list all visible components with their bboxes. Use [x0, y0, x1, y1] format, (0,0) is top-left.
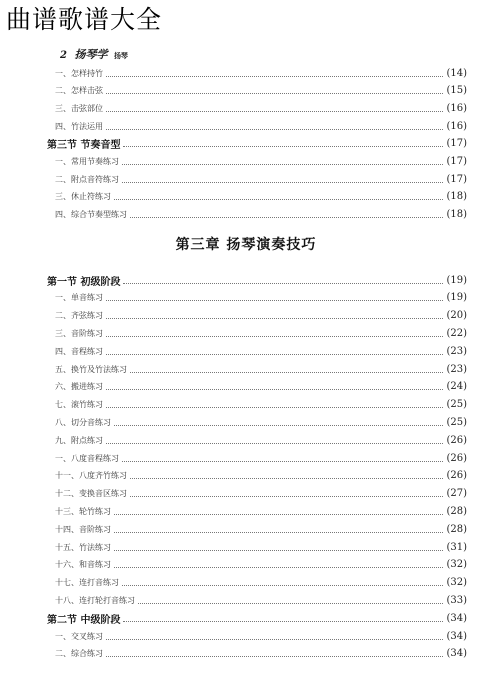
toc-leader-dots [114, 199, 443, 200]
toc-leader-dots [123, 621, 443, 622]
toc-page-number: (32) [446, 559, 467, 571]
toc-page-number: (14) [446, 67, 467, 79]
toc-page-number: (19) [446, 292, 467, 304]
chapter-heading: 第三章 扬琴演奏技巧 [175, 237, 317, 253]
toc-entry-title: 三、击弦部位 [55, 103, 103, 113]
toc-entry-title: 十六、和音练习 [55, 560, 111, 570]
toc-page-number: (27) [446, 488, 467, 500]
toc-section-row[interactable] [47, 611, 467, 625]
toc-leader-dots [106, 656, 443, 657]
toc-item-row[interactable] [55, 155, 467, 169]
toc-item-row[interactable] [55, 576, 467, 590]
toc-leader-dots [106, 407, 443, 408]
toc-entry-title: 二、综合练习 [55, 649, 103, 659]
toc-page-number: (25) [446, 399, 467, 411]
toc-item-row[interactable] [55, 647, 467, 661]
toc-leader-dots [122, 585, 443, 586]
toc-entry-title: 十一、八度齐竹练习 [55, 471, 127, 481]
toc-page-number: (22) [446, 327, 467, 339]
toc-entry-title: 四、竹法运用 [55, 121, 103, 131]
toc-entry-title: 三、音阶练习 [55, 328, 103, 338]
toc-page-number: (26) [446, 452, 467, 464]
toc-leader-dots [106, 639, 443, 640]
toc-entry-title: 五、换竹及竹法练习 [55, 364, 127, 374]
toc-entry-title: 第一节 初级阶段 [47, 276, 121, 288]
toc-leader-dots [122, 182, 443, 183]
toc-item-row[interactable] [55, 451, 467, 465]
page-number: 2 [60, 50, 67, 61]
toc-page-number: (25) [446, 416, 467, 428]
toc-leader-dots [106, 389, 443, 390]
toc-entry-title: 十七、连打音练习 [55, 578, 119, 588]
toc-item-row[interactable] [55, 415, 467, 429]
toc-item-row[interactable] [55, 291, 467, 305]
toc-item-row[interactable] [55, 593, 467, 607]
toc-page-number: (34) [446, 630, 467, 642]
toc-section-row[interactable] [47, 137, 467, 151]
site-title: 曲谱歌谱大全 [6, 5, 163, 34]
toc-leader-dots [106, 300, 443, 301]
toc-page-number: (15) [446, 85, 467, 97]
toc-page-number: (19) [446, 274, 467, 286]
toc-entry-title: 八、切分音练习 [55, 417, 111, 427]
toc-item-row[interactable] [55, 558, 467, 572]
toc-leader-dots [122, 461, 443, 462]
toc-item-row[interactable] [55, 309, 467, 323]
toc-entry-title: 一、八度音程练习 [55, 453, 119, 463]
toc-item-row[interactable] [55, 380, 467, 394]
toc-entry-title: 十五、竹法练习 [55, 542, 111, 552]
toc-leader-dots [114, 550, 443, 551]
toc-leader-dots [123, 283, 443, 284]
toc-entry-title: 二、怎样击弦 [55, 86, 103, 96]
toc-page-number: (18) [446, 209, 467, 221]
toc-leader-dots [114, 425, 443, 426]
toc-leader-dots [130, 478, 443, 479]
toc-item-row[interactable] [55, 119, 467, 133]
toc-leader-dots [130, 496, 443, 497]
toc-page-number: (31) [446, 541, 467, 553]
toc-item-row[interactable] [55, 629, 467, 643]
toc-page-number: (26) [446, 470, 467, 482]
toc-item-row[interactable] [55, 362, 467, 376]
toc-item-row[interactable] [55, 469, 467, 483]
toc-item-row[interactable] [55, 540, 467, 554]
toc-leader-dots [106, 111, 443, 112]
page-header [60, 46, 128, 62]
toc-page-number: (34) [446, 648, 467, 660]
toc-item-row[interactable] [55, 522, 467, 536]
toc-item-row[interactable] [55, 190, 467, 204]
toc-item-row[interactable] [55, 326, 467, 340]
toc-page-number: (28) [446, 505, 467, 517]
toc-entry-title: 三、休止符练习 [55, 192, 111, 202]
toc-page-number: (16) [446, 120, 467, 132]
toc-leader-dots [106, 336, 443, 337]
toc-entry-title: 六、搬进练习 [55, 382, 103, 392]
toc-leader-dots [130, 372, 443, 373]
toc-entry-title: 四、音程练习 [55, 346, 103, 356]
toc-item-row[interactable] [55, 172, 467, 186]
toc-item-row[interactable] [55, 84, 467, 98]
toc-page-number: (26) [446, 434, 467, 446]
toc-item-row[interactable] [55, 344, 467, 358]
toc-item-row[interactable] [55, 101, 467, 115]
toc-entry-title: 一、常用节奏练习 [55, 157, 119, 166]
toc-entry-title: 一、单音练习 [55, 293, 103, 303]
toc-leader-dots [106, 354, 443, 355]
toc-entry-title: 第三节 节奏音型 [47, 140, 121, 152]
book-logo: 扬琴学 [74, 48, 108, 61]
toc-entry-title: 十二、变换音区练习 [55, 489, 127, 499]
toc-page-number: (16) [446, 102, 467, 114]
toc-entry-title: 十三、轮竹练习 [55, 506, 111, 516]
toc-entry-title: 四、综合节奏型练习 [55, 210, 127, 220]
toc-entry-title: 二、齐弦练习 [55, 311, 103, 321]
toc-entry-title: 第二节 中级阶段 [47, 614, 121, 626]
toc-leader-dots [114, 514, 443, 515]
toc-page-number: (28) [446, 523, 467, 535]
toc-entry-title: 九、附点练习 [55, 435, 103, 445]
toc-page-number: (32) [446, 577, 467, 589]
toc-entry-title: 一、交叉练习 [55, 631, 103, 641]
toc-entry-title: 一、怎样持竹 [55, 68, 103, 78]
toc-leader-dots [123, 146, 443, 147]
toc-page-number: (24) [446, 381, 467, 393]
toc-leader-dots [106, 443, 443, 444]
toc-page-number: (18) [446, 191, 467, 203]
toc-section-row[interactable] [47, 273, 467, 287]
book-subtitle: 扬琴 [113, 51, 128, 60]
toc-page-number: (17) [446, 173, 467, 185]
toc-item-row[interactable] [55, 66, 467, 80]
toc-leader-dots [106, 129, 443, 130]
toc-leader-dots [106, 76, 443, 77]
toc-leader-dots [138, 603, 443, 604]
toc-item-row[interactable] [55, 398, 467, 412]
toc-page-number: (23) [446, 363, 467, 375]
toc-leader-dots [130, 217, 443, 218]
toc-leader-dots [114, 567, 443, 568]
toc-leader-dots [122, 164, 443, 165]
toc-leader-dots [106, 318, 443, 319]
toc-page-number: (34) [446, 612, 467, 624]
toc-leader-dots [106, 93, 443, 94]
toc-entry-title: 十四、音阶练习 [55, 524, 111, 534]
toc-leader-dots [114, 532, 443, 533]
toc-page-number: (17) [446, 138, 467, 150]
toc-item-row[interactable] [55, 487, 467, 501]
toc-page-number: (33) [446, 594, 467, 606]
toc-item-row[interactable] [55, 433, 467, 447]
toc-item-row[interactable] [55, 208, 467, 222]
toc-entry-title: 七、滚竹练习 [55, 400, 103, 410]
toc-page-number: (17) [446, 156, 467, 167]
toc-entry-title: 十八、连打轮打音练习 [55, 595, 135, 605]
toc-entry-title: 二、附点音符练习 [55, 174, 119, 184]
toc-page-number: (23) [446, 345, 467, 357]
toc-page-number: (20) [446, 310, 467, 322]
toc-item-row[interactable] [55, 504, 467, 518]
